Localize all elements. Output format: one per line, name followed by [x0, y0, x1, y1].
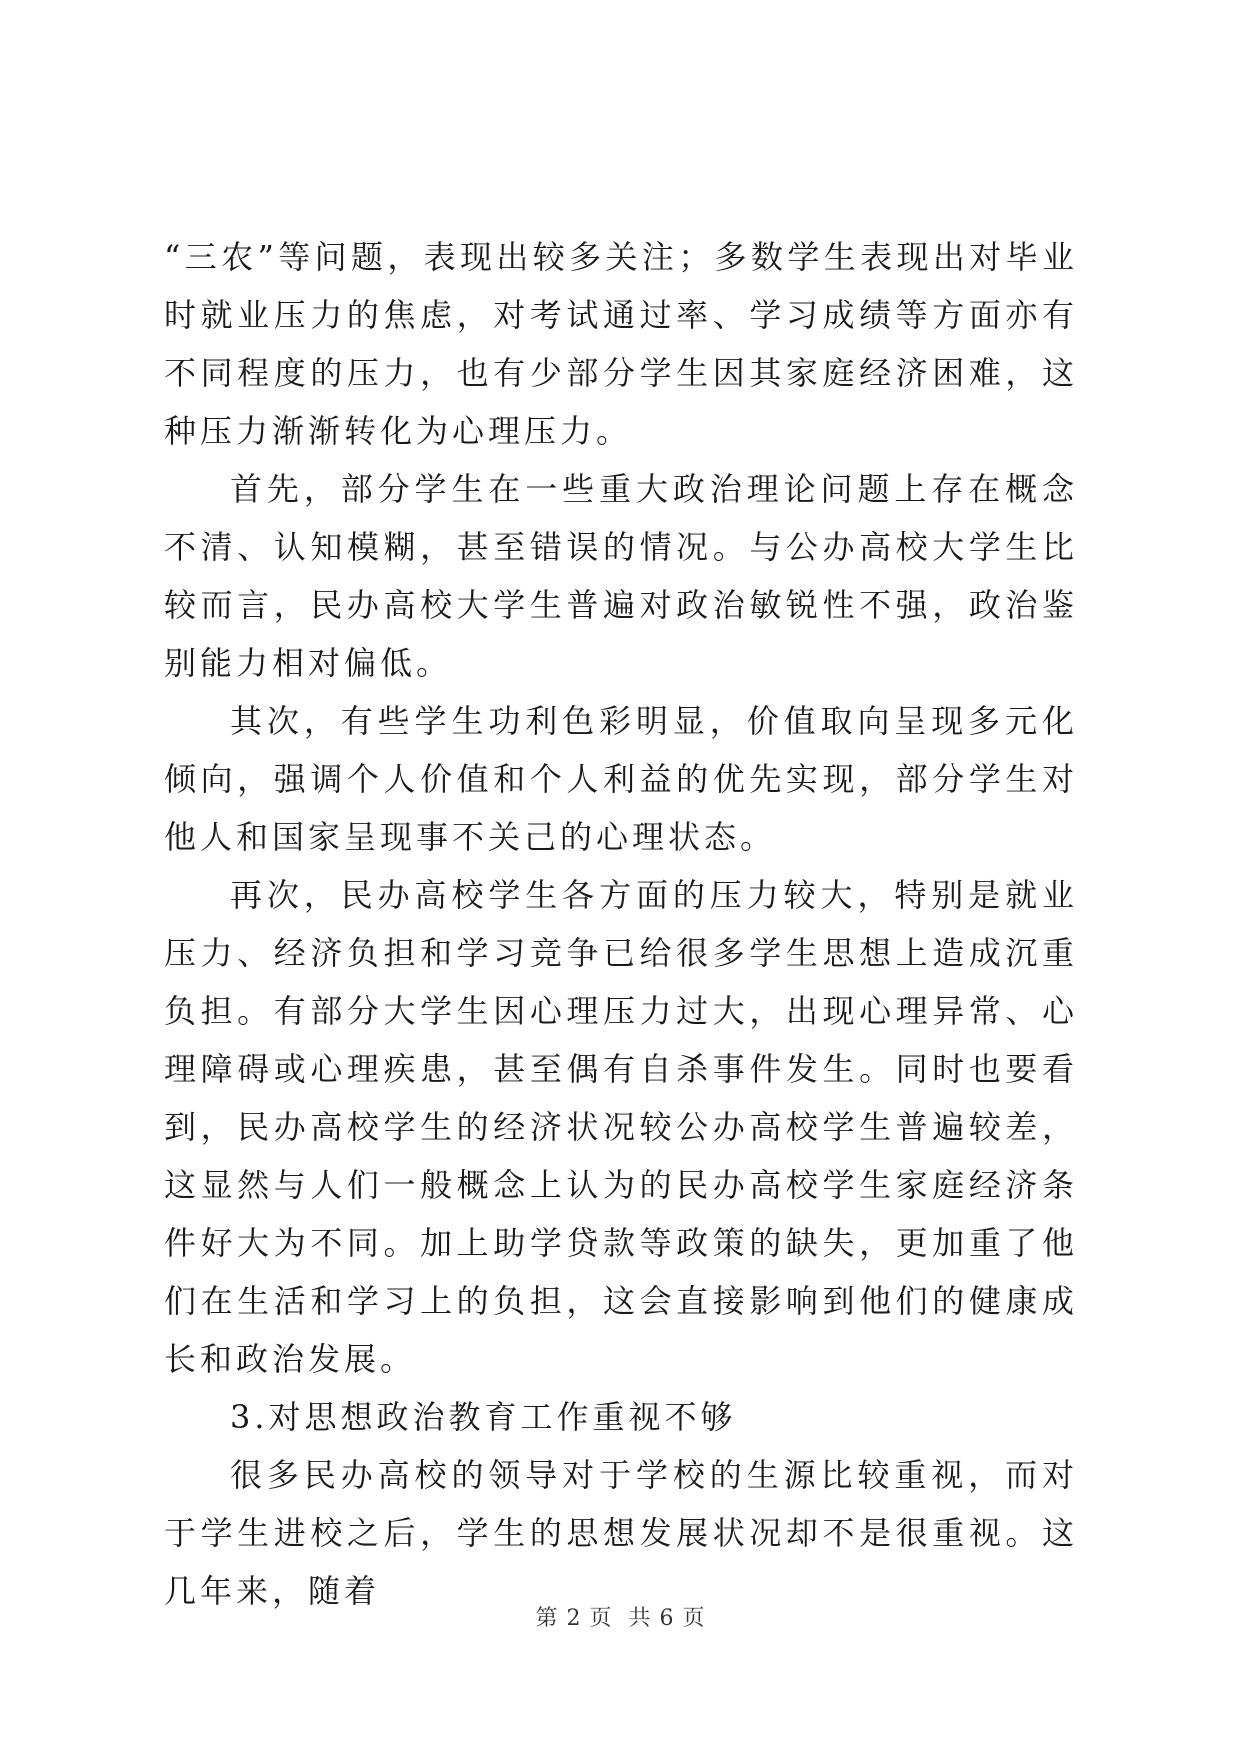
- paragraph-second-point: 其次，有些学生功利色彩明显，价值取向呈现多元化倾向，强调个人价值和个人利益的优先实现，部分学生对他人和国家呈现事不关己的心理状态。: [164, 702, 1078, 856]
- section-heading-3: 3.对思想政治教育工作重视不够: [230, 1398, 737, 1436]
- paragraph-first-point: 首先，部分学生在一些重大政治理论问题上存在概念不清、认知模糊，甚至错误的情况。与公办高校大学生比较而言，民办高校大学生普遍对政治敏锐性不强，政治鉴别能力相对偏低。: [164, 470, 1078, 682]
- page-footer: [0, 1604, 1241, 1634]
- paragraph-continued-concerns: “三农”等问题，表现出较多关注；多数学生表现出对毕业时就业压力的焦虑，对考试通过率、学习成绩等方面亦有不同程度的压力，也有少部分学生因其家庭经济困难，这种压力渐渐转化为心理压力。: [164, 238, 1078, 450]
- page-total: 共 6 页: [628, 1606, 706, 1631]
- document-body: [164, 228, 1078, 1620]
- paragraph-leadership: 很多民办高校的领导对于学校的生源比较重视，而对于学生进校之后，学生的思想发展状况却不是很重视。这几年来，随着: [164, 1456, 1078, 1610]
- paragraph-third-point: 再次，民办高校学生各方面的压力较大，特别是就业压力、经济负担和学习竞争已给很多学生思想上造成沉重负担。有部分大学生因心理压力过大，出现心理异常、心理障碍或心理疾患，甚至偶有自杀事件发生。同时也要看到，民办高校学生的经济状况较公办高校学生普遍较差，这显然与人们一般概念上认为的民办高校学生家庭经济条件好大为不同。加上助学贷款等政策的缺失，更加重了他们在生活和学习上的负担，这会直接影响到他们的健康成长和政治发展。: [164, 876, 1078, 1378]
- page-number: 第 2 页: [535, 1606, 613, 1631]
